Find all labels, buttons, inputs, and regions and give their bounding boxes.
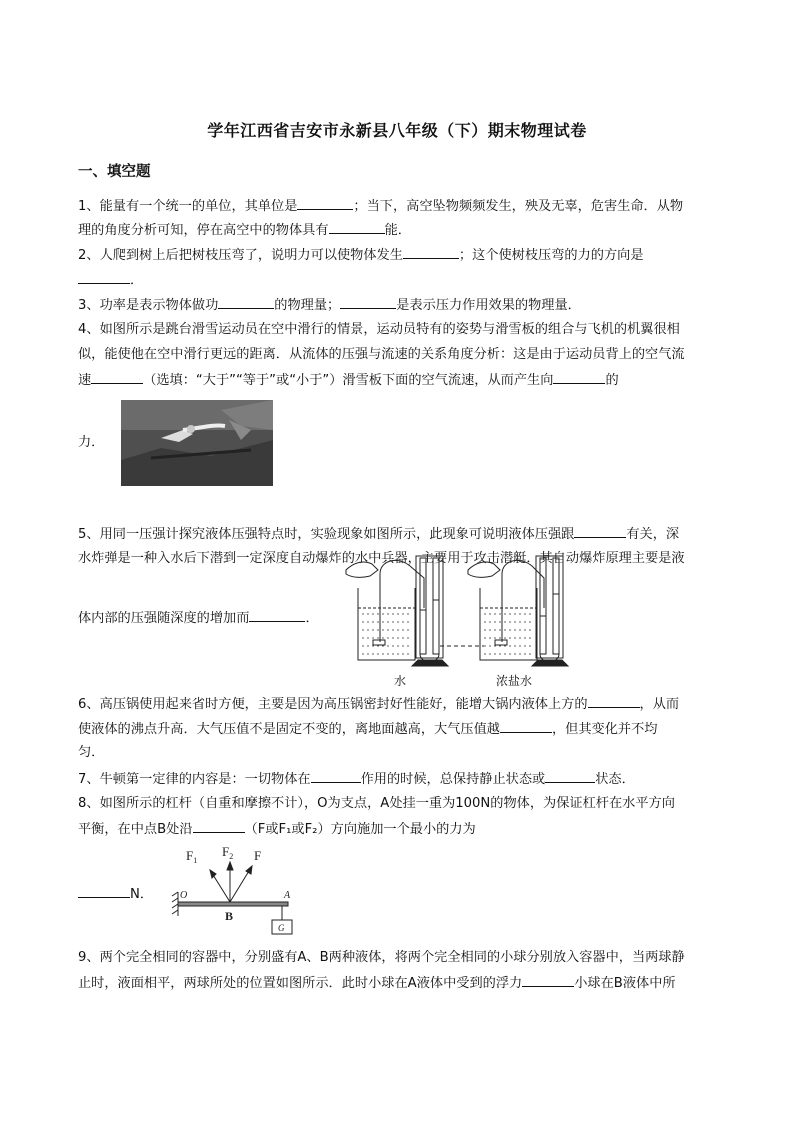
q4-line-1: 4、如图所示是跳台滑雪运动员在空中滑行的情景，运动员特有的姿势与滑雪板的组合与飞机的机翼很相 xyxy=(78,322,680,337)
q6-text-a: 6、高压锅使用起来省时方便，主要是因为高压锅密封好性能好，能增大锅内液体上方的 xyxy=(78,697,588,712)
answer-blank[interactable] xyxy=(249,608,305,622)
q8-text-c: N． xyxy=(130,887,154,902)
q9-line-2 xyxy=(78,973,676,994)
label-a: A xyxy=(284,890,291,901)
q4-line-4: 力． xyxy=(78,435,105,450)
answer-blank[interactable] xyxy=(574,524,626,538)
q6-text-d: ，但其变化并不均 xyxy=(552,722,658,737)
q7-text-c: 状态． xyxy=(595,772,635,787)
caption-water: 水 xyxy=(394,674,407,688)
answer-blank[interactable] xyxy=(329,220,385,234)
q2-text-b: ；这个使树枝压弯的力的方向是 xyxy=(458,248,644,263)
q7-text-b: 作用的时候，总保持静止状态或 xyxy=(360,772,546,787)
q5-line-3 xyxy=(78,608,319,629)
label-f2: $F_2$ xyxy=(222,844,234,861)
answer-blank[interactable] xyxy=(218,295,274,309)
q2-line-1 xyxy=(78,245,644,266)
q5-text-a: 5、用同一压强计探究液体压强特点时，实验现象如图所示，此现象可说明液体压强跟 xyxy=(78,527,575,542)
answer-blank[interactable] xyxy=(522,973,574,987)
q8-line-2 xyxy=(78,819,476,840)
answer-blank[interactable] xyxy=(403,245,459,259)
q5-text-b: 有关，深 xyxy=(626,527,680,542)
q4-line-2: 似，能使他在空中滑行更远的距离．从流体的压强与流速的关系角度分析：这是由于运动员背上的空气流 xyxy=(78,347,685,362)
q6-text-c: 使液体的沸点升高．大气压值不是固定不变的，离地面越高，大气压值越 xyxy=(78,722,500,737)
q1-text-a: 1、能量有一个统一的单位，其单位是 xyxy=(78,199,298,214)
q3-text-a: 3、功率是表示物体做功 xyxy=(78,298,219,313)
pressure-gauge-figure xyxy=(340,548,570,677)
q9-line-1: 9、两个完全相同的容器中，分别盛有A、B两种液体，将两个完全相同的小球分别放入容器中，当两球静 xyxy=(78,950,685,965)
q1-line-1 xyxy=(78,196,683,217)
q8-text-a: 平衡，在中点B处沿 xyxy=(78,822,193,837)
q9-text-a: 止时，液面相平，两球所处的位置如图所示．此时小球在A液体中受到的浮力 xyxy=(78,976,523,991)
label-f1: $F_1$ xyxy=(186,848,198,865)
q4-text-a: 速 xyxy=(78,373,92,388)
label-g: G xyxy=(278,923,285,933)
lever-figure xyxy=(168,840,303,944)
caption-brine: 浓盐水 xyxy=(496,674,533,688)
q6-text-b: ，从而 xyxy=(639,697,680,712)
q3-line-1 xyxy=(78,295,581,316)
section-heading: 一、填空题 xyxy=(78,164,151,180)
q1-line-2 xyxy=(78,220,411,241)
answer-blank[interactable] xyxy=(193,819,245,833)
answer-blank[interactable] xyxy=(311,769,361,783)
q5-text-a2: 体内部的压强随深度的增加而 xyxy=(78,611,250,626)
answer-blank[interactable] xyxy=(78,884,130,898)
label-f: F xyxy=(254,848,262,863)
q2-text-c: ． xyxy=(130,273,144,288)
q7-text-a: 7、牛顿第一定律的内容是：一切物体在 xyxy=(78,772,311,787)
q5-line-1 xyxy=(78,524,679,545)
answer-blank[interactable] xyxy=(91,370,143,384)
ski-jumper-photo xyxy=(121,400,273,486)
q8-text-b: （F或F₁或F₂）方向施加一个最小的力为 xyxy=(244,822,476,837)
q6-line-2 xyxy=(78,719,658,740)
q4-text-b: （选填：“大于”“等于”或“小于”）滑雪板下面的空气流速，从而产生向 xyxy=(143,373,554,388)
q1-text-b: ；当下，高空坠物频频发生，殃及无辜，危害生命．从物 xyxy=(353,199,684,214)
answer-blank[interactable] xyxy=(588,694,640,708)
q5-line-2: 水炸弹是一种入水后下潜到一定深度自动爆炸的水中兵器，主要用于攻击潜艇．其自动爆炸原理主要是液 xyxy=(78,551,685,566)
label-o: O xyxy=(180,890,188,901)
q8-line-1: 8、如图所示的杠杆（自重和摩擦不计），O为支点，A处挂一重为100N的物体，为保证杠杆在水平方向 xyxy=(78,796,675,811)
q4-line-3 xyxy=(78,370,619,391)
answer-blank[interactable] xyxy=(297,196,353,210)
q6-line-3: 匀． xyxy=(78,745,105,760)
page-title: 学年江西省吉安市永新县八年级（下）期末物理试卷 xyxy=(207,121,587,140)
q3-text-b: 的物理量； xyxy=(274,298,341,313)
answer-blank[interactable] xyxy=(340,295,396,309)
answer-blank[interactable] xyxy=(545,769,595,783)
q6-line-1 xyxy=(78,694,679,715)
label-b: B xyxy=(225,909,234,923)
q1-text-d: 能． xyxy=(384,223,411,238)
answer-blank[interactable] xyxy=(553,370,605,384)
q4-text-c: 的 xyxy=(605,373,619,388)
q3-text-c: 是表示压力作用效果的物理量． xyxy=(396,298,581,313)
q9-text-b: 小球在B液体中所 xyxy=(574,976,676,991)
q2-text-a: 2、人爬到树上后把树枝压弯了，说明力可以使物体发生 xyxy=(78,248,403,263)
q5-text-b2: ． xyxy=(305,611,319,626)
q2-line-2 xyxy=(78,270,143,291)
answer-blank[interactable] xyxy=(500,719,552,733)
q8-line-3 xyxy=(78,884,153,905)
q1-text-c: 理的角度分析可知，停在高空中的物体具有 xyxy=(78,223,329,238)
q7-line-1 xyxy=(78,769,635,790)
answer-blank[interactable] xyxy=(78,270,130,284)
